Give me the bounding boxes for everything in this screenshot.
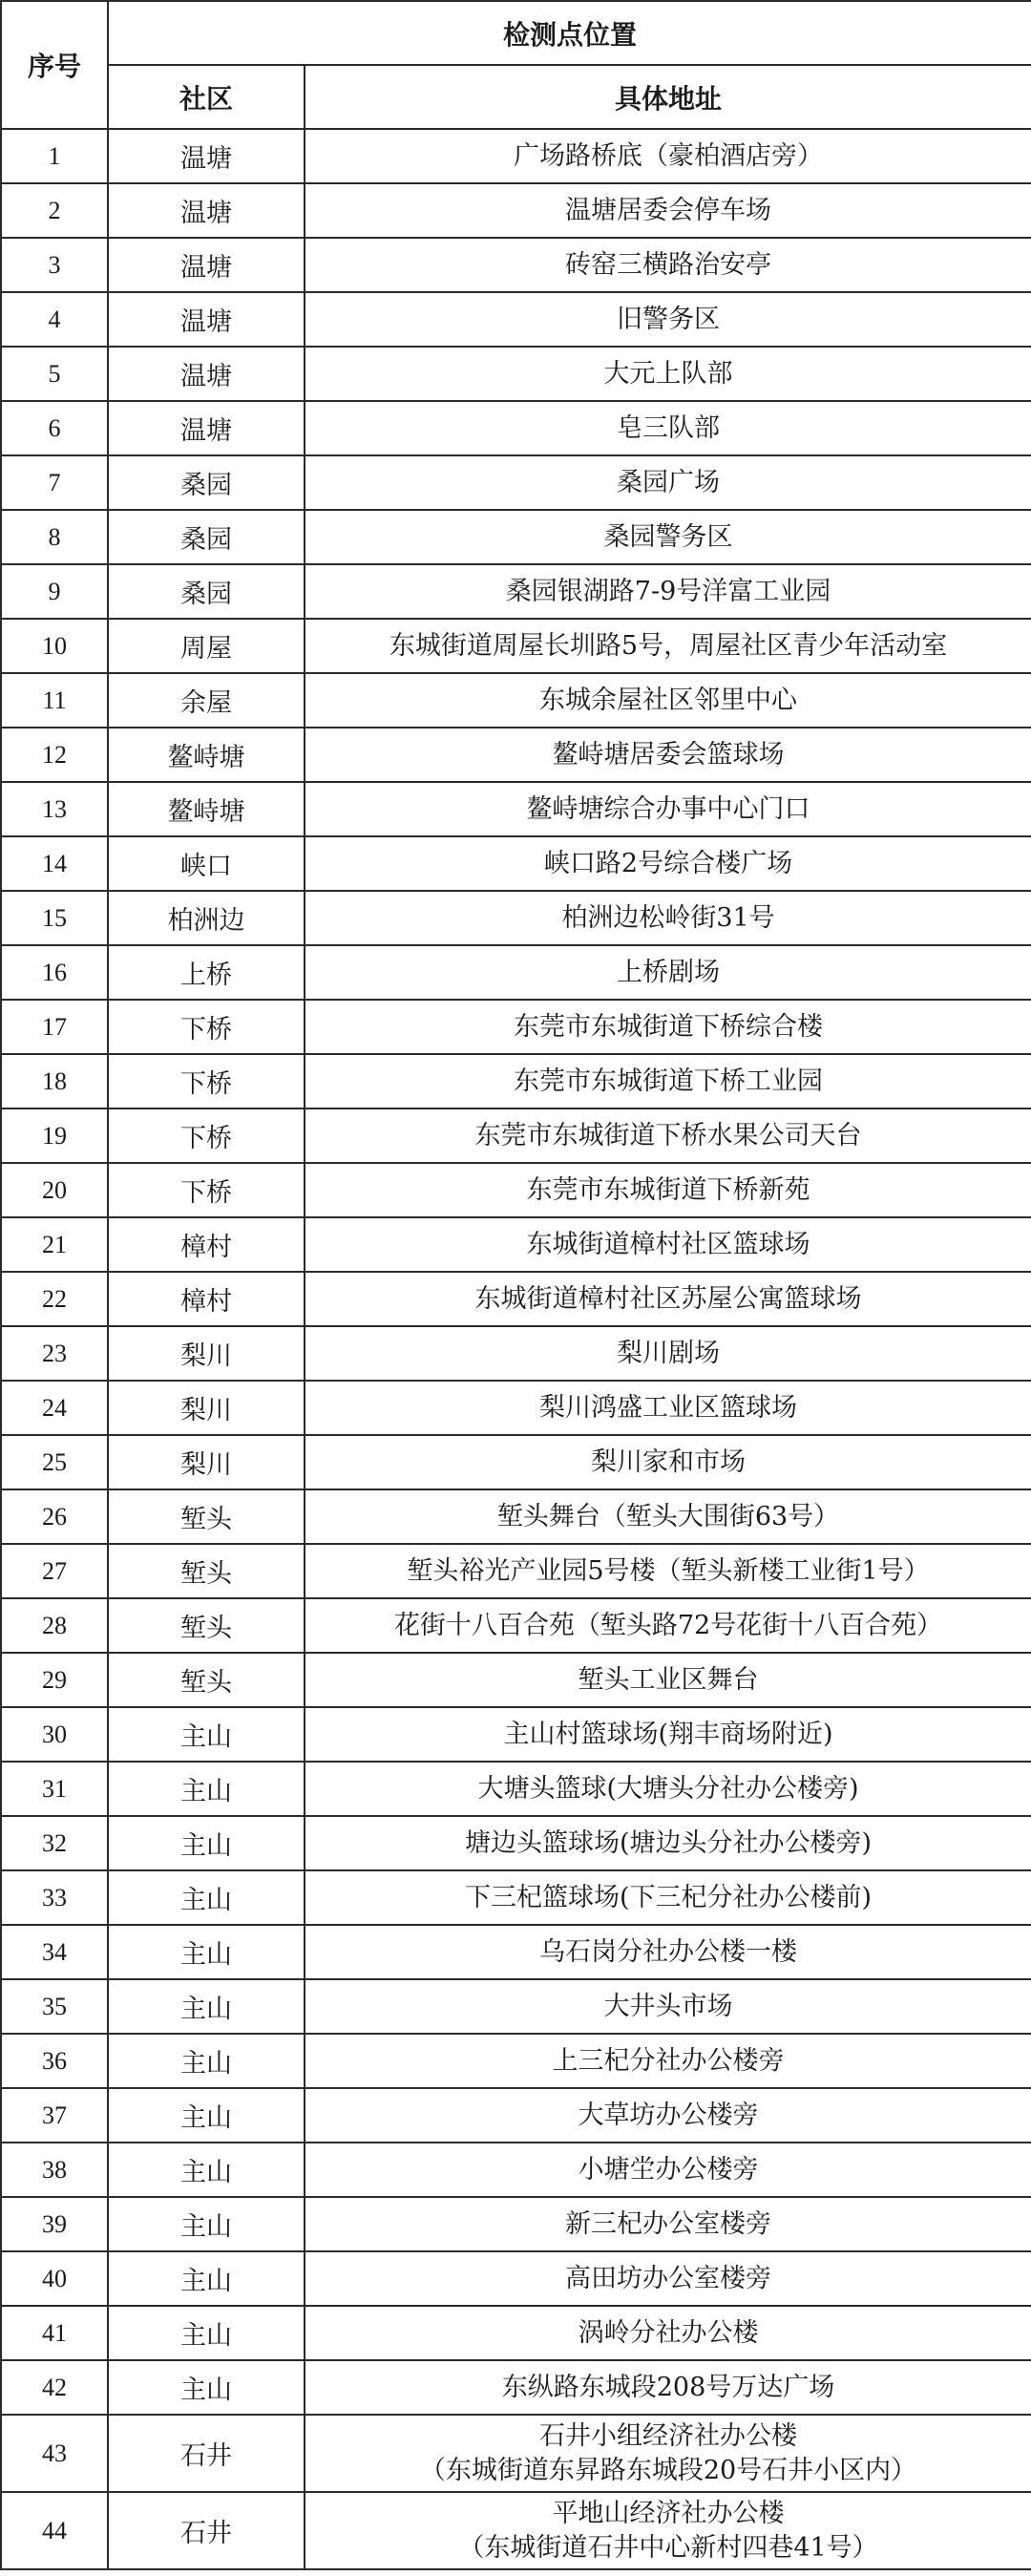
row-community: 主山: [108, 1816, 305, 1870]
row-community: 堑头: [108, 1653, 305, 1707]
row-number: 17: [1, 1000, 108, 1054]
table-row: [1, 2088, 1031, 2143]
row-community: 主山: [108, 2197, 305, 2251]
row-number: 34: [1, 1925, 108, 1979]
row-address: 温塘居委会停车场: [305, 183, 1031, 238]
row-community: 桑园: [108, 510, 305, 564]
table-row: [1, 1925, 1031, 1979]
table-row: [1, 455, 1031, 510]
row-number: 13: [1, 782, 108, 836]
row-community: 主山: [108, 2360, 305, 2415]
table-row: [1, 1326, 1031, 1381]
row-address: 高田坊办公室楼旁: [305, 2251, 1031, 2306]
row-address: 东城街道樟村社区苏屋公寓篮球场: [305, 1272, 1031, 1326]
table-row: [1, 1381, 1031, 1435]
row-address: 鳌峙塘居委会篮球场: [305, 728, 1031, 782]
row-community: 桑园: [108, 455, 305, 510]
table-row: [1, 183, 1031, 238]
row-address: 上桥剧场: [305, 945, 1031, 1000]
row-number: 2: [1, 183, 108, 238]
row-address: 大元上队部: [305, 347, 1031, 401]
table-row: [1, 292, 1031, 347]
table-row: [1, 1109, 1031, 1163]
table-row: [1, 2251, 1031, 2306]
row-community: 温塘: [108, 238, 305, 292]
row-community: 主山: [108, 2034, 305, 2088]
row-address: 东城街道樟村社区篮球场: [305, 1217, 1031, 1272]
row-community: 温塘: [108, 347, 305, 401]
table-row: [1, 1544, 1031, 1598]
row-number: 5: [1, 347, 108, 401]
table-row: [1, 2492, 1031, 2569]
table-row: [1, 1435, 1031, 1489]
row-number: 39: [1, 2197, 108, 2251]
row-number: 41: [1, 2306, 108, 2360]
row-community: 石井: [108, 2415, 305, 2492]
row-address: 峡口路2号综合楼广场: [305, 836, 1031, 891]
row-community: 堑头: [108, 1544, 305, 1598]
row-community: 温塘: [108, 129, 305, 183]
row-address: 梨川家和市场: [305, 1435, 1031, 1489]
row-number: 21: [1, 1217, 108, 1272]
table-row: [1, 2360, 1031, 2415]
row-number: 37: [1, 2088, 108, 2143]
row-community: 上桥: [108, 945, 305, 1000]
row-community: 主山: [108, 1870, 305, 1925]
row-address: 广场路桥底（豪柏酒店旁）: [305, 129, 1031, 183]
table-row: [1, 2034, 1031, 2088]
table-row: [1, 2197, 1031, 2251]
row-community: 主山: [108, 1925, 305, 1979]
table-row: [1, 836, 1031, 891]
table-row: [1, 1870, 1031, 1925]
row-number: 7: [1, 455, 108, 510]
row-community: 温塘: [108, 401, 305, 455]
row-number: 12: [1, 728, 108, 782]
row-number: 4: [1, 292, 108, 347]
row-community: 主山: [108, 1707, 305, 1762]
row-community: 主山: [108, 1762, 305, 1816]
table-row: [1, 673, 1031, 728]
row-number: 14: [1, 836, 108, 891]
row-number: 24: [1, 1381, 108, 1435]
table-row: [1, 1979, 1031, 2034]
table-row: [1, 1000, 1031, 1054]
row-address: 东莞市东城街道下桥工业园: [305, 1054, 1031, 1109]
row-number: 42: [1, 2360, 108, 2415]
row-address: 东城余屋社区邻里中心: [305, 673, 1031, 728]
row-number: 8: [1, 510, 108, 564]
row-community: 主山: [108, 2251, 305, 2306]
row-community: 余屋: [108, 673, 305, 728]
row-number: 33: [1, 1870, 108, 1925]
row-address: 东城街道周屋长圳路5号，周屋社区青少年活动室: [305, 619, 1031, 673]
row-community: 下桥: [108, 1109, 305, 1163]
row-community: 下桥: [108, 1054, 305, 1109]
row-address: 桑园警务区: [305, 510, 1031, 564]
row-number: 44: [1, 2492, 108, 2569]
table-row: [1, 945, 1031, 1000]
row-address: [305, 2415, 1031, 2492]
row-community: 峡口: [108, 836, 305, 891]
row-community: 堑头: [108, 1489, 305, 1544]
table-row: [1, 238, 1031, 292]
row-number: 36: [1, 2034, 108, 2088]
table-row: [1, 129, 1031, 183]
row-community: 鳌峙塘: [108, 782, 305, 836]
row-address: 旧警务区: [305, 292, 1031, 347]
row-address: [305, 2492, 1031, 2569]
table-row: [1, 1272, 1031, 1326]
row-number: 30: [1, 1707, 108, 1762]
row-community: 梨川: [108, 1435, 305, 1489]
row-address: 下三杞篮球场(下三杞分社办公楼前): [305, 1870, 1031, 1925]
row-community: 主山: [108, 1979, 305, 2034]
row-number: 32: [1, 1816, 108, 1870]
row-address: 东莞市东城街道下桥综合楼: [305, 1000, 1031, 1054]
table-row: [1, 1707, 1031, 1762]
table-row: [1, 782, 1031, 836]
row-number: 35: [1, 1979, 108, 2034]
table-row: [1, 1054, 1031, 1109]
row-address-line: 石井小组经济社办公楼: [539, 2420, 797, 2451]
table-row: [1, 2306, 1031, 2360]
row-address: 皂三队部: [305, 401, 1031, 455]
table-row: [1, 1816, 1031, 1870]
table-row: [1, 1762, 1031, 1816]
row-number: 38: [1, 2143, 108, 2197]
row-address: 东纵路东城段208号万达广场: [305, 2360, 1031, 2415]
row-community: 温塘: [108, 183, 305, 238]
row-community: 堑头: [108, 1598, 305, 1653]
row-number: 20: [1, 1163, 108, 1217]
row-community: 主山: [108, 2088, 305, 2143]
row-address-line: （东城街道石井中心新村四巷41号）: [458, 2532, 878, 2563]
row-number: 22: [1, 1272, 108, 1326]
row-address: 梨川鸿盛工业区篮球场: [305, 1381, 1031, 1435]
table-row: [1, 347, 1031, 401]
row-number: 25: [1, 1435, 108, 1489]
table-body: [1, 129, 1031, 2569]
row-address: 花街十八百合苑（堑头路72号花街十八百合苑）: [305, 1598, 1031, 1653]
row-community: 石井: [108, 2492, 305, 2569]
row-address: 上三杞分社办公楼旁: [305, 2034, 1031, 2088]
index-header: 序号: [1, 1, 108, 129]
row-number: 26: [1, 1489, 108, 1544]
row-community: 下桥: [108, 1000, 305, 1054]
table-row: [1, 891, 1031, 945]
row-number: 18: [1, 1054, 108, 1109]
row-address: 桑园广场: [305, 455, 1031, 510]
row-address: 砖窑三横路治安亭: [305, 238, 1031, 292]
row-address: 堑头裕光产业园5号楼（堑头新楼工业街1号）: [305, 1544, 1031, 1598]
row-community: 梨川: [108, 1381, 305, 1435]
row-number: 28: [1, 1598, 108, 1653]
row-number: 6: [1, 401, 108, 455]
row-community: 下桥: [108, 1163, 305, 1217]
community-header: 社区: [108, 65, 305, 129]
row-address: 大塘头篮球(大塘头分社办公楼旁): [305, 1762, 1031, 1816]
row-number: 11: [1, 673, 108, 728]
table-row: [1, 619, 1031, 673]
row-community: 梨川: [108, 1326, 305, 1381]
row-address: 柏洲边松岭街31号: [305, 891, 1031, 945]
row-number: 40: [1, 2251, 108, 2306]
row-community: 樟村: [108, 1272, 305, 1326]
row-address: 主山村篮球场(翔丰商场附近): [305, 1707, 1031, 1762]
row-community: 鳌峙塘: [108, 728, 305, 782]
table-row: [1, 1489, 1031, 1544]
row-community: 温塘: [108, 292, 305, 347]
row-address: 新三杞办公室楼旁: [305, 2197, 1031, 2251]
table-row: [1, 564, 1031, 619]
row-number: 19: [1, 1109, 108, 1163]
row-number: 15: [1, 891, 108, 945]
row-address: 东莞市东城街道下桥水果公司天台: [305, 1109, 1031, 1163]
row-address-line: 平地山经济社办公楼: [552, 2498, 785, 2528]
row-number: 23: [1, 1326, 108, 1381]
row-address: 涡岭分社办公楼: [305, 2306, 1031, 2360]
row-number: 31: [1, 1762, 108, 1816]
row-number: 3: [1, 238, 108, 292]
row-address: 乌石岗分社办公楼一楼: [305, 1925, 1031, 1979]
table-row: [1, 728, 1031, 782]
table-row: [1, 1653, 1031, 1707]
table-row: [1, 1163, 1031, 1217]
row-address-line: （东城街道东昇路东城段20号石井小区内）: [419, 2455, 917, 2485]
row-address: 堑头工业区舞台: [305, 1653, 1031, 1707]
location-header: 检测点位置: [108, 1, 1031, 65]
table-row: [1, 2143, 1031, 2197]
row-number: 27: [1, 1544, 108, 1598]
row-number: 9: [1, 564, 108, 619]
row-number: 10: [1, 619, 108, 673]
row-number: 1: [1, 129, 108, 183]
row-number: 29: [1, 1653, 108, 1707]
row-address: 大井头市场: [305, 1979, 1031, 2034]
row-community: 周屋: [108, 619, 305, 673]
row-address: 堑头舞台（堑头大围街63号）: [305, 1489, 1031, 1544]
row-community: 柏洲边: [108, 891, 305, 945]
table-row: [1, 401, 1031, 455]
row-community: 桑园: [108, 564, 305, 619]
row-address: 梨川剧场: [305, 1326, 1031, 1381]
row-address: 小塘坣办公楼旁: [305, 2143, 1031, 2197]
row-community: 主山: [108, 2306, 305, 2360]
row-address: 大草坊办公楼旁: [305, 2088, 1031, 2143]
table-row: [1, 1217, 1031, 1272]
row-address: 东莞市东城街道下桥新苑: [305, 1163, 1031, 1217]
row-number: 43: [1, 2415, 108, 2492]
address-header: 具体地址: [305, 65, 1031, 129]
table-row: [1, 510, 1031, 564]
row-address: 桑园银湖路7-9号洋富工业园: [305, 564, 1031, 619]
row-address: 鳌峙塘综合办事中心门口: [305, 782, 1031, 836]
row-address: 塘边头篮球场(塘边头分社办公楼旁): [305, 1816, 1031, 1870]
table-row: [1, 2415, 1031, 2492]
row-community: 主山: [108, 2143, 305, 2197]
row-number: 16: [1, 945, 108, 1000]
table-row: [1, 1598, 1031, 1653]
row-community: 樟村: [108, 1217, 305, 1272]
